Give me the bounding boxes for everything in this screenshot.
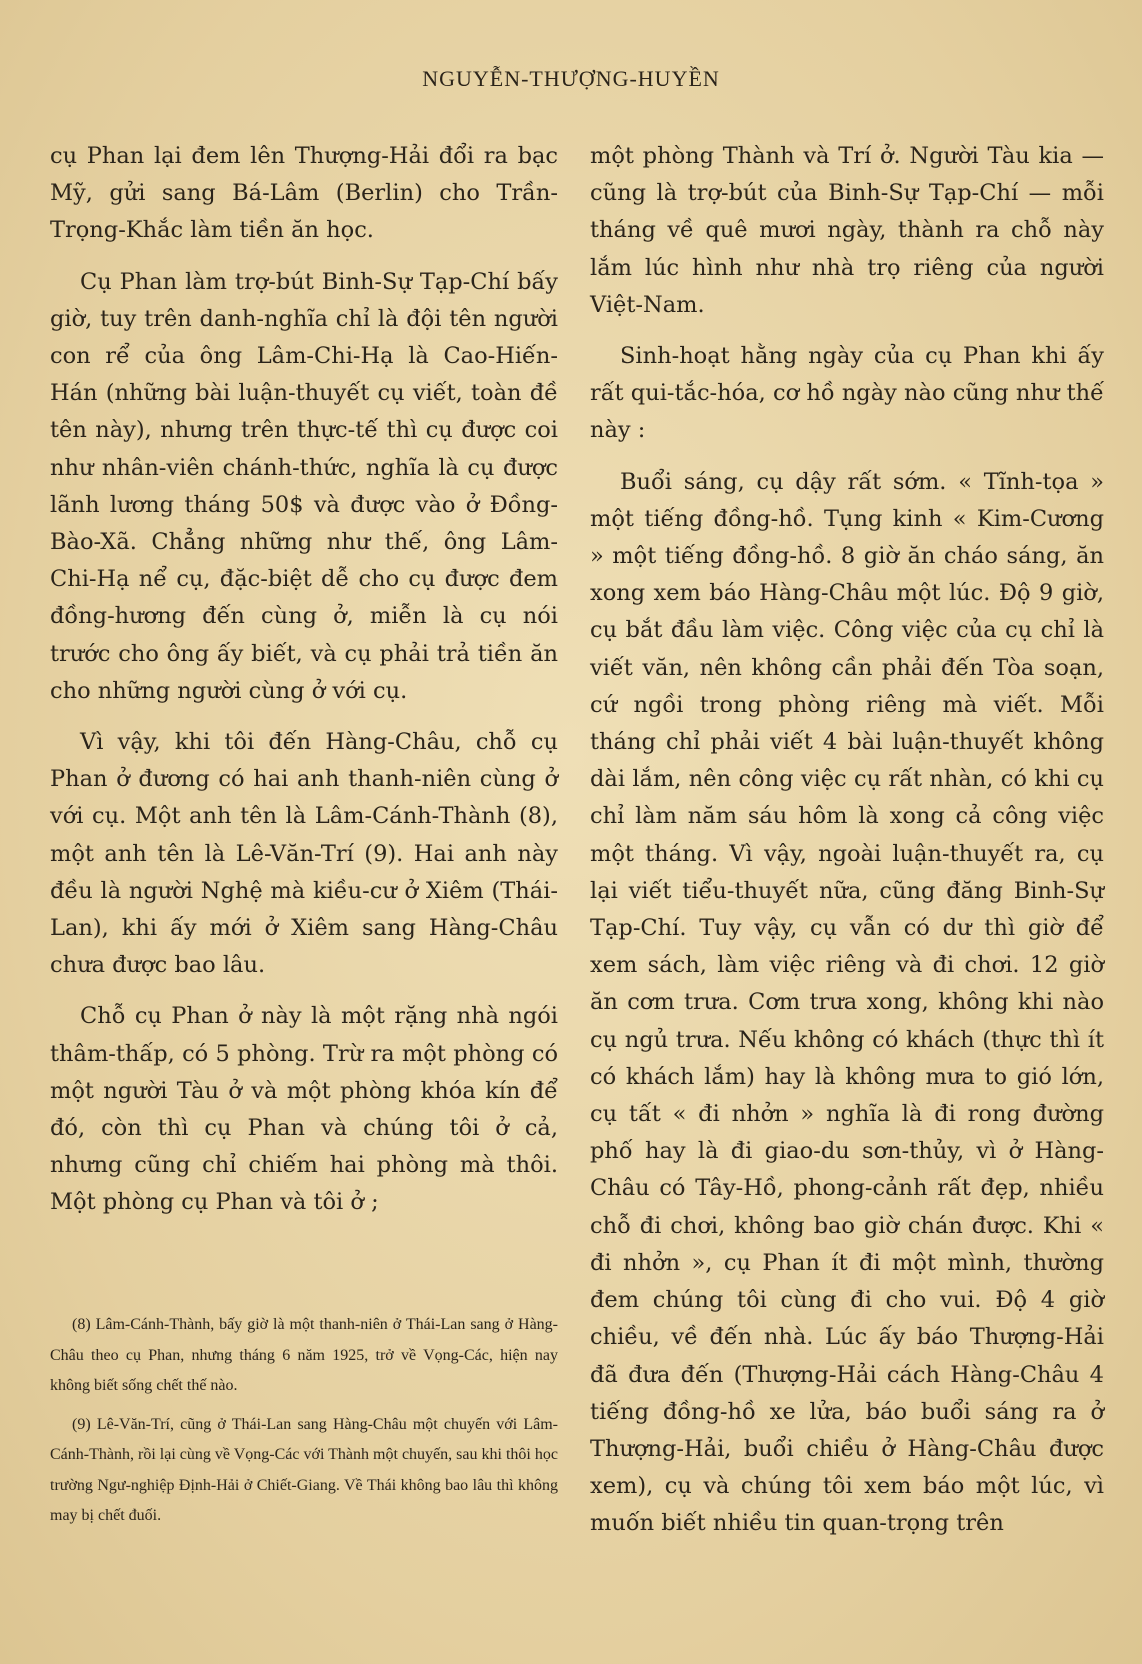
right-column	[590, 138, 1104, 1557]
paragraph: Vì vậy, khi tôi đến Hàng-Châu, chỗ cụ Phan ở đương có hai anh thanh-niên cùng ở với cụ. Một anh tên là Lâm-Cánh-Thành (8), một anh tên là Lê-Văn-Trí (9). Hai anh này đều là người Nghệ mà kiều-cư ở Xiêm (Thái-Lan), khi ấy mới ở Xiêm sang Hàng-Châu chưa được bao lâu.	[50, 729, 558, 979]
paragraph: Chỗ cụ Phan ở này là một rặng nhà ngói thâm-thấp, có 5 phòng. Trừ ra một phòng có một người Tàu ở và một phòng khóa kín để đó, còn thì cụ Phan và chúng tôi ở cả, nhưng cũng chỉ chiếm hai phòng mà thôi. Một phòng cụ Phan và tôi ở ;	[50, 1003, 558, 1216]
footnote: (9) Lê-Văn-Trí, cũng ở Thái-Lan sang Hàng-Châu một chuyến với Lâm-Cánh-Thành, rồi lại cùng về Vọng-Các với Thành một chuyến, sau khi thôi học trường Ngư-nghiệp Định-Hải ở Chiết-Giang. Về Thái không bao lâu thì không may bị chết đuối.	[50, 1415, 558, 1524]
paragraph: Cụ Phan làm trợ-bút Binh-Sự Tạp-Chí bấy giờ, tuy trên danh-nghĩa chỉ là đội tên người con rể của ông Lâm-Chi-Hạ là Cao-Hiến-Hán (những bài luận-thuyết cụ viết, toàn đề tên này), nhưng trên thực-tế thì cụ được coi như nhân-viên chánh-thức, nghĩa là cụ được lãnh lương tháng 50$ và được vào ở Đồng-Bào-Xã. Chẳng những như thế, ông Lâm-Chi-Hạ nể cụ, đặc-biệt dễ cho cụ được đem đồng-hương đến cùng ở, miễn là cụ nói trước cho ông ấy biết, và cụ phải trả tiền ăn cho những người cùng ở với cụ.	[50, 268, 558, 704]
paragraph: cụ Phan lại đem lên Thượng-Hải đổi ra bạc Mỹ, gửi sang Bá-Lâm (Berlin) cho Trần-Trọng-Khắc làm tiền ăn học.	[50, 143, 558, 244]
paragraph: Sinh-hoạt hằng ngày của cụ Phan khi ấy rất qui-tắc-hóa, cơ hồ ngày nào cũng như thế này :	[590, 343, 1104, 444]
paragraph: một phòng Thành và Trí ở. Người Tàu kia — cũng là trợ-bút của Binh-Sự Tạp-Chí — mỗi tháng về quê mươi ngày, thành ra chỗ này lắm lúc hình như nhà trọ riêng của người Việt-Nam.	[590, 143, 1104, 318]
left-column	[50, 138, 558, 1236]
footnote: (8) Lâm-Cánh-Thành, bấy giờ là một thanh-niên ở Thái-Lan sang ở Hàng-Châu theo cụ Phan, nhưng tháng 6 năm 1925, trở về Vọng-Các, hiện nay không biết sống chết thế nào.	[50, 1316, 558, 1394]
footnotes	[50, 1310, 558, 1540]
running-header: NGUYỄN-THƯỢNG-HUYỀN	[422, 66, 720, 91]
paragraph: Buổi sáng, cụ dậy rất sớm. « Tĩnh-tọa » một tiếng đồng-hồ. Tụng kinh « Kim-Cương » một tiếng đồng-hồ. 8 giờ ăn cháo sáng, ăn xong xem báo Hàng-Châu một lúc. Độ 9 giờ, cụ bắt đầu làm việc. Công việc của cụ chỉ là viết văn, nên không cần phải đến Tòa soạn, cứ ngồi trong phòng riêng mà viết. Mỗi tháng chỉ phải viết 4 bài luận-thuyết không dài lắm, nên công việc cụ rất nhàn, có khi cụ chỉ làm năm sáu hôm là xong cả công việc một tháng. Vì vậy, ngoài luận-thuyết ra, cụ lại viết tiểu-thuyết nữa, cũng đăng Binh-Sự Tạp-Chí. Tuy vậy, cụ vẫn có dư thì giờ để xem sách, làm việc riêng và đi chơi. 12 giờ ăn cơm trưa. Cơm trưa xong, không khi nào cụ ngủ trưa. Nếu không có khách (thực thì ít có khách lắm) hay là không mưa to gió lớn, cụ tất « đi nhởn » nghĩa là đi rong đường phố hay là đi giao-du sơn-thủy, vì ở Hàng-Châu có Tây-Hồ, phong-cảnh rất đẹp, nhiều chỗ đi chơi, không bao giờ chán được. Khi « đi nhởn », cụ Phan ít đi một mình, thường đem chúng tôi cùng đi cho vui. Độ 4 giờ chiều, về đến nhà. Lúc ấy báo Thượng-Hải đã đưa đến (Thượng-Hải cách Hàng-Châu 4 tiếng đồng-hồ xe lửa, báo buổi sáng ra ở Thượng-Hải, buổi chiều ở Hàng-Châu được xem), cụ và chúng tôi xem báo một lúc, vì muốn biết nhiều tin quan-trọng trên	[590, 468, 1104, 1537]
